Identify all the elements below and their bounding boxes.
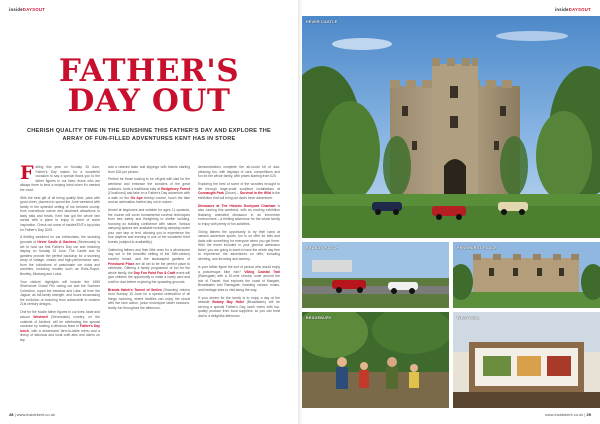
body-paragraph: With the best gift of all being quality time, pack with good cheer, planned to spend the June weekend with family in the splendid setting of our beloved county, from marvellous nature and landmark attractions to tasty eats and treats, Kent has got the whole fam sorted with a place to enjoy in need of some inspiration. Check out some of insideKENT's top picks for Father's Day 2025. (20, 195, 100, 232)
body-paragraph: add a relaxed taste and sippings with tickets starting from £26 per person. (108, 165, 190, 174)
body-paragraph: Dinosaurs at The Historic Dockyard Chatham is also running this weekend, with an exciting exhibition featuring animated dinosaurs in an immersive environment – a thrilling adventure for the whole family to enjoy with plenty of fun activities. (198, 203, 280, 226)
text-column-3 (198, 165, 280, 322)
left-page (0, 0, 298, 424)
body-paragraph: If your dream for the family is to enjoy a day at the seaside Botany Bay Hotel (Broadstairs) will be serving a special Father's Day lunch menu with top-quality produce from local suppliers, so you can treat dad to a delightful afternoon. (198, 295, 280, 318)
body-paragraph: Is your father figure the sort of person who would enjoy a picturesque bike ride? Viking Coastal Trail (Ramsgate) with a 32-mile circular route around the Isle of Thanet, that explores the coast of Margate, Broadstairs and Ramsgate, boasting various routes, and heritage sites to visit along the way. (198, 264, 280, 292)
photo-westwell (453, 312, 600, 408)
body-paragraph: Exploring the best of some of the wonders brought to life through large-scale sculpture installations at Connaught Park (Dover) – Survival in the Wild is the exhibition that will bring out dad's inner adventurer. (198, 182, 281, 200)
body-paragraph: Falling this year on Sunday 15 June, Father's Day makes for a wonderful occasion to say a special thank you to the father figures in our lives; those who are always there to lend a helping hand when it's needed the most. (20, 162, 100, 192)
photo-caption: WESTWELL (457, 316, 480, 320)
text-column-1 (20, 162, 101, 346)
body-paragraph: Brands Hatch's Tunnel of Smiles (Swanley) returns from Sunday 15 June for a special celebration of all things motoring, where families can enjoy the circuit with live race action, junior motorsport taster sessions, family fun throughout the afternoon. (108, 287, 191, 310)
photo-caption: PENSHURST PLACE (457, 246, 497, 250)
body-paragraph: One for the foodie father figures in our lives, taste and savour Westwell (Sevenoaks) country, on the outskirts of Ashford, will be celebrating the special occasion by hosting a delicious feast of Father's Day lunch, with a wholesome farm-to-table menu and a lineup of fabulous and local craft ales and ciders on tap. (20, 310, 100, 342)
photo-hever-castle (302, 16, 600, 238)
title-line-2: DAY OUT (67, 83, 231, 119)
right-page (302, 0, 600, 424)
body-paragraph: Gathering fathers and their little ones for a wholesome day out in the beautiful setting of the 18th-century country house, and the landscaped gardens of Penshurst Place are all set to be the perfect place to celebrate. Offering a family programme of fun for the whole family, the Day Fun Paint Fun & Craft event will give children the opportunity to make a lovely card and craft for dad before exploring the sprawling grounds. (108, 247, 190, 284)
standfirst: CHERISH QUALITY TIME IN THE SUNSHINE THIS FATHER'S DAY AND EXPLORE THE ARRAY OF FUN-FILLED ADVENTURES KENT HAS IN STORE (26, 128, 272, 142)
body-paragraph: demonstrations complete the all-round hit of dad-pleasing fun, with displays of cars, competitions and fun for the whole family, with prices starting from £25. (198, 165, 280, 179)
page-folio: 28 | www.insidekent.co.uk (9, 412, 55, 417)
photo-caption: BRANDS HATCH (306, 246, 339, 250)
photo-bedgebury (302, 312, 449, 408)
photo-brands-hatch (302, 242, 449, 308)
text-column-2 (108, 165, 190, 314)
body-paragraph: Perfect for those looking to be off-grid with dad for the weekend and embrace the wonders of the great outdoors, book a traditional stay at Bedgebury Forest (Goudhurst) and take on a Father's Day adventure with a walk on the Go Ape treetop course, touch the lake and an adrenaline-fuelled day out in nature. (108, 177, 191, 205)
photo-penshurst-place (453, 242, 600, 308)
title-line-1: FATHER'S (58, 53, 240, 89)
body-paragraph: Aimed at beginners and suitable for ages 11 upwards, the course will cover fundamental survival techniques from tree safety and firelighting to shelter building, focusing on building confidence with nature. Various camping spaces are available including camping under your own tarp or tent, allowing you to experience the true daytime and evening in one of the wonderful Kent forests (subject to availability). (108, 208, 190, 244)
castle-illustration (302, 16, 600, 238)
article-title (20, 53, 278, 119)
page-folio: www.insidekent.co.uk | 29 (545, 412, 591, 417)
section-label: insideDAYSOUT (9, 7, 46, 12)
photo-caption: HEVER CASTLE (306, 20, 338, 24)
body-paragraph: A thrilling weekend for car enthusiasts, the stunning grounds of Hever Castle & Gardens (Sevenoaks) is set to host our first Father's Day car and motoring display on Sunday 15 June. The Castle and its gardens provide the perfect backdrop for a stunning array of vintage, classic and high-performance cars, from the collections of passionate car clubs and societies, including models such as Rolls-Royce, Bentley, Mustang and Lotus. (20, 235, 101, 276)
section-label: insideDAYSOUT (554, 7, 591, 12)
photo-caption: BEDGEBURY (306, 316, 332, 320)
body-paragraph: Giving fathers the opportunity to try their hand at various adventure sports, fun is on offer for kids and dads with something for everyone when you get there. With the event included in your general admission ticket, you are going to want to have the whole day free to experience the adventures on offer, including climbing, axe-throwing and archery. (198, 229, 280, 262)
body-paragraph: Your visitors' highlights will include the 1950 Silverstone Grand Prix racing car and the Summer Collection, roped the meadow and Lake, all from the Jaguar, as full-family strength, and hours showcasing the evolution of motoring from automobile to modern 21st century designs. (20, 279, 100, 307)
